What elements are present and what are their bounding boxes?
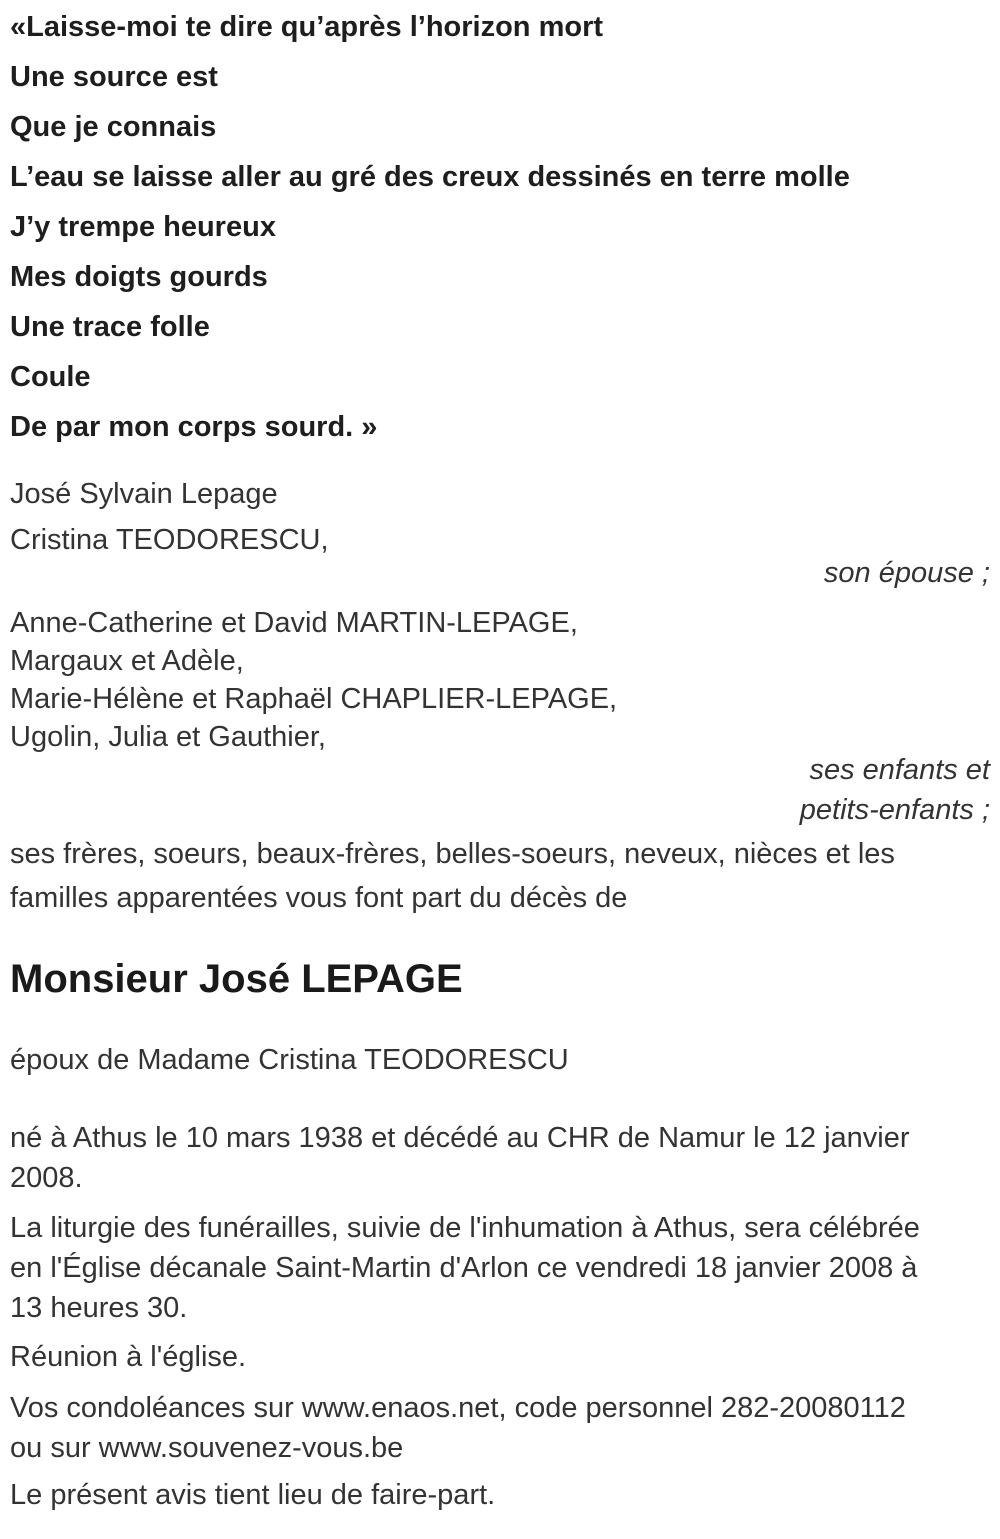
deceased-name-title: Monsieur José LEPAGE — [10, 957, 463, 1001]
poem — [10, 2, 990, 452]
children-attribution-line: ses enfants et — [809, 754, 990, 786]
spouse-name: Cristina TEODORESCU, — [10, 524, 329, 556]
poem-line: «Laisse-moi te dire qu’après l’horizon mort — [10, 11, 604, 43]
poem-line: Une source est — [10, 61, 218, 93]
liturgy-paragraph: La liturgie des funérailles, suivie de l'inhumation à Athus, sera célébrée en l'Église décanale Saint-Martin d'Arlon ce vendredi 18 janvier 2008 à 13 heures 30. — [10, 1212, 920, 1324]
children-line: Ugolin, Julia et Gauthier, — [10, 721, 326, 753]
poem-line: J’y trempe heureux — [10, 211, 276, 243]
children-line: Anne-Catherine et David MARTIN-LEPAGE, — [10, 607, 578, 639]
spouse-of-line: époux de Madame Cristina TEODORESCU — [10, 1044, 569, 1076]
condolences-paragraph: Vos condoléances sur www.enaos.net, code personnel 282-20080112 ou sur www.souvenez-vous.be — [10, 1392, 906, 1464]
poem-line: De par mon corps sourd. » — [10, 411, 378, 443]
children-attribution-line: petits-enfants ; — [799, 794, 990, 826]
children-line: Margaux et Adèle, — [10, 645, 244, 677]
spouse-attribution: son épouse ; — [823, 557, 990, 589]
children-attribution — [10, 750, 990, 830]
faire-part-notice: Le présent avis tient lieu de faire-part. — [10, 1479, 496, 1511]
family-section — [10, 474, 990, 920]
children-list — [10, 604, 990, 756]
poem-author: José Sylvain Lepage — [10, 478, 278, 510]
relatives-paragraph: ses frères, soeurs, beaux-frères, belles-soeurs, neveux, nièces et les familles apparentées vous font part du décès de — [10, 838, 895, 914]
children-line: Marie-Hélène et Raphaël CHAPLIER-LEPAGE, — [10, 683, 618, 715]
meeting-line: Réunion à l'église. — [10, 1341, 247, 1373]
poem-line: Une trace folle — [10, 311, 210, 343]
poem-line: Coule — [10, 361, 91, 393]
poem-line: Mes doigts gourds — [10, 261, 268, 293]
poem-line: L’eau se laisse aller au gré des creux dessinés en terre molle — [10, 161, 850, 193]
poem-line: Que je connais — [10, 111, 217, 143]
birth-death-line: né à Athus le 10 mars 1938 et décédé au CHR de Namur le 12 janvier 2008. — [10, 1122, 910, 1194]
